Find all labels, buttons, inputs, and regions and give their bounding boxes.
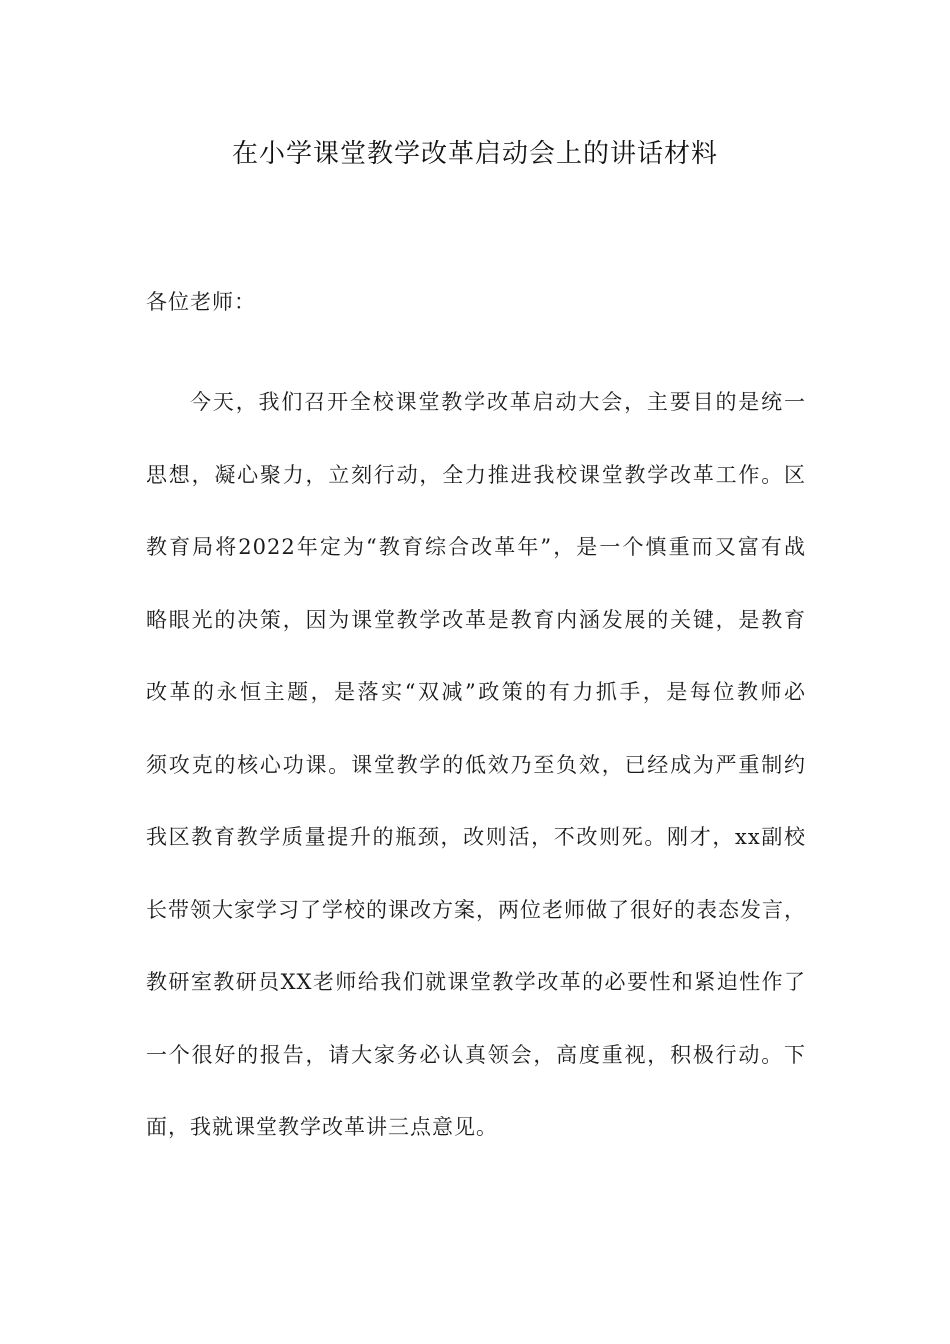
paragraph-line: 思想，凝心聚力，立刻行动，全力推进我校课堂教学改革工作。区 xyxy=(146,462,806,487)
document-title: 在小学课堂教学改革启动会上的讲话材料 xyxy=(231,139,718,169)
paragraph-line: 改革的永恒主题，是落实“双减”政策的有力抓手，是每位教师必 xyxy=(146,680,806,704)
paragraph-line: 教育局将2022年定为“教育综合改革年”，是一个慎重而又富有战 xyxy=(146,535,806,559)
salutation: 各位老师： xyxy=(146,290,256,314)
paragraph-line: 长带领大家学习了学校的课改方案，两位老师做了很好的表态发言， xyxy=(146,897,806,922)
body-paragraph xyxy=(146,366,806,1164)
paragraph-line: 须攻克的核心功课。课堂教学的低效乃至负效，已经成为严重制约 xyxy=(146,752,806,777)
paragraph-line: 一个很好的报告，请大家务必认真领会，高度重视，积极行动。下 xyxy=(146,1042,806,1067)
paragraph-line: 今天，我们召开全校课堂教学改革启动大会，主要目的是统一 xyxy=(190,390,806,414)
paragraph-line: 教研室教研员XX老师给我们就课堂教学改革的必要性和紧迫性作了 xyxy=(146,970,806,994)
paragraph-line: 面，我就课堂教学改革讲三点意见。 xyxy=(146,1115,498,1139)
paragraph-line: 略眼光的决策，因为课堂教学改革是教育内涵发展的关键，是教育 xyxy=(146,607,806,632)
paragraph-line: 我区教育教学质量提升的瓶颈，改则活，不改则死。刚才，xx副校 xyxy=(146,825,806,849)
